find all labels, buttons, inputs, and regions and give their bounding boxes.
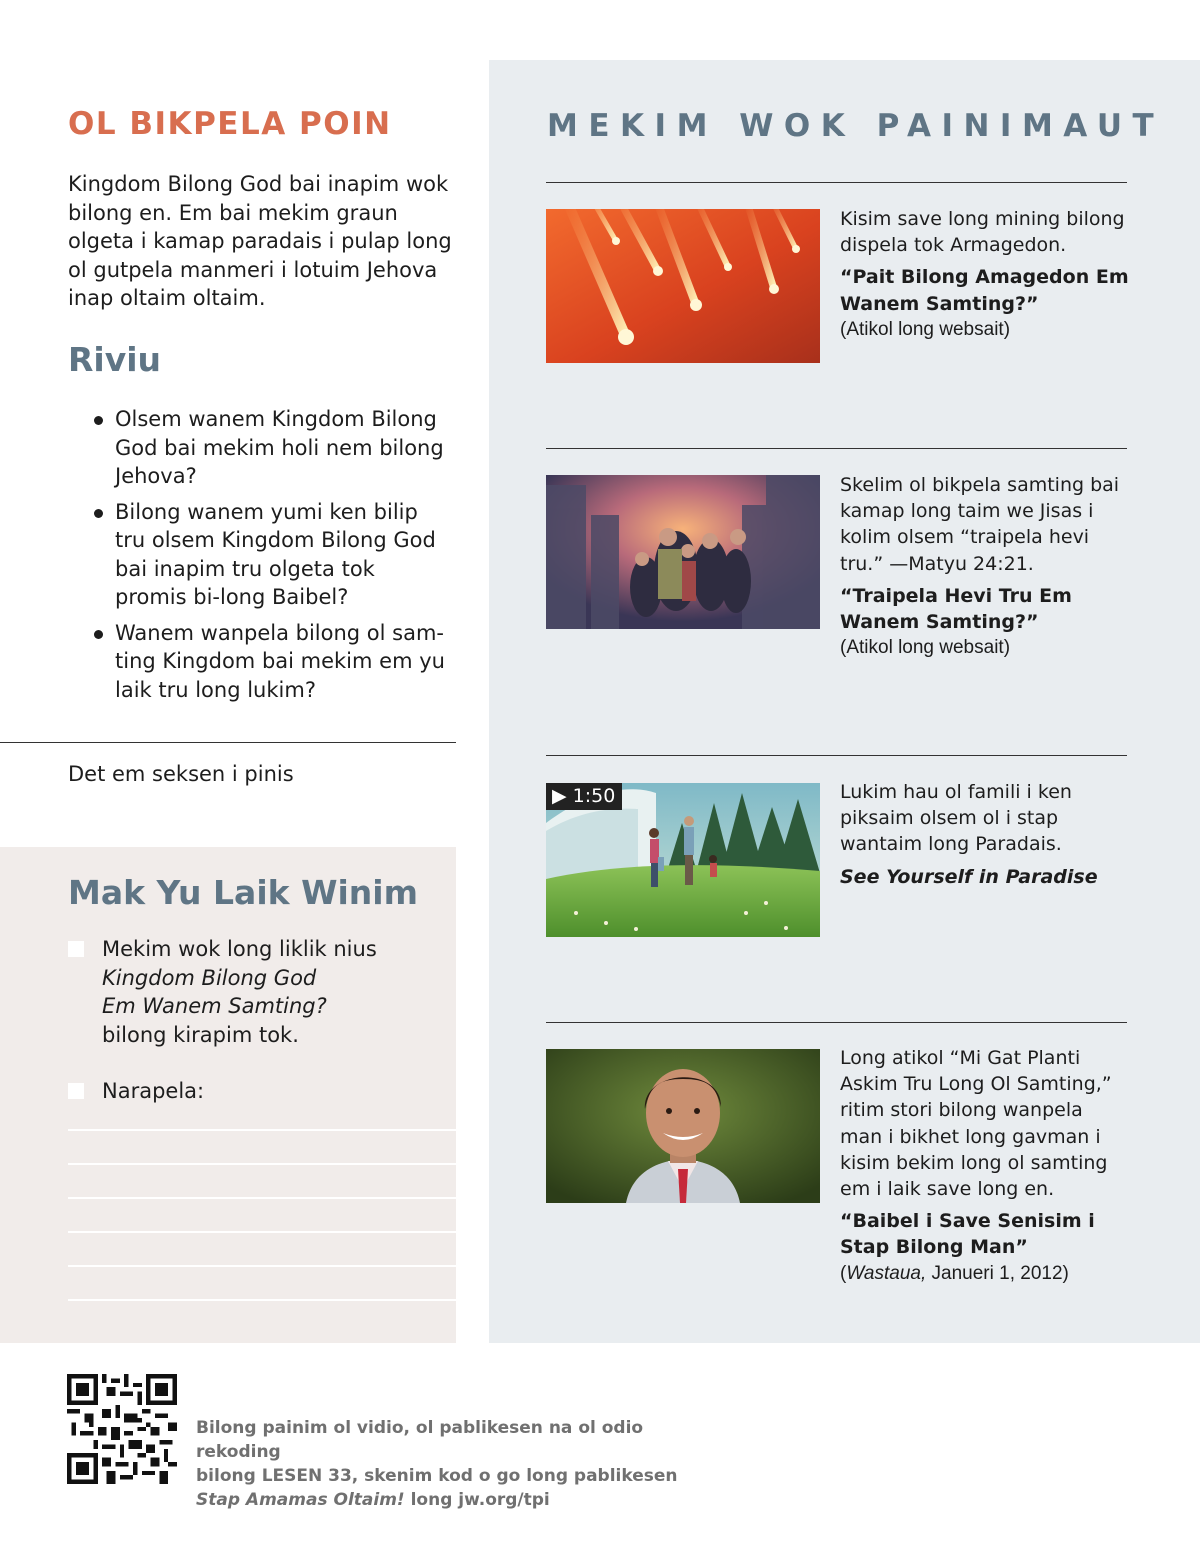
item-description: Long atikol “Mi Gat Planti Askim Tru Long Ol Samting,” ritim stori bilong wanpela man i bikhet long gavman i kisim bekim long ol samting em i laik save long en. xyxy=(840,1047,1112,1201)
research-panel xyxy=(489,60,1200,1343)
divider xyxy=(546,448,1127,449)
meteor-image[interactable] xyxy=(546,209,820,363)
qr-code[interactable] xyxy=(67,1374,177,1484)
write-in-line[interactable] xyxy=(68,1129,456,1131)
divider xyxy=(546,182,1127,183)
item-source: (Wastaua, Janueri 1, 2012) xyxy=(840,1262,1069,1284)
review-question: Olsem wanem Kingdom Bilong God bai mekim holi nem bilong Jehova? xyxy=(90,405,450,491)
goal-text: Mekim wok long liklik nius xyxy=(102,937,377,961)
great-tribulation-image[interactable] xyxy=(546,475,820,629)
footer-note: Bilong painim ol vidio, ol pablikesen na ol odio rekoding bilong LESEN 33, skenim kod o go long pablikesen Stap Amamas Oltaim! long jw.org/tpi xyxy=(196,1418,678,1510)
publication-name: Stap Amamas Oltaim! xyxy=(196,1490,405,1510)
key-points-title: OL BIKPELA POIN xyxy=(68,106,392,142)
key-points-summary: Kingdom Bilong God bai inapim wok bilong en. Em bai mekim graun olgeta i kamap paradais i pulap long ol gutpela manmeri i lotuim Jehova inap oltaim oltaim. xyxy=(68,172,452,310)
item-description: Kisim save long mining bilong dispela tok Armagedon. xyxy=(840,208,1125,257)
item-title-link[interactable]: “Baibel i Save Senisim i Stap Bilong Man” xyxy=(840,1210,1095,1259)
goals-box xyxy=(0,847,456,1343)
item-title-link[interactable]: “Pait Bilong Amagedon Em Wanem Samting?” xyxy=(840,266,1129,315)
research-item xyxy=(840,779,1130,890)
review-question: Bilong wanem yumi ken bilip tru olsem Kingdom Bilong God bai inapim tru olgeta tok promis bi-long Baibel? xyxy=(90,498,450,612)
divider xyxy=(546,1022,1127,1023)
write-in-line[interactable] xyxy=(68,1163,456,1165)
video-duration-badge: ▶ 1:50 xyxy=(546,783,622,810)
tract-title: Em Wanem Samting? xyxy=(102,994,327,1018)
write-in-line[interactable] xyxy=(68,1197,456,1199)
research-item xyxy=(840,1045,1130,1287)
divider xyxy=(546,755,1127,756)
item-source: (Atikol long websait) xyxy=(840,318,1011,340)
review-questions xyxy=(90,405,450,711)
item-title-link[interactable]: “Traipela Hevi Tru Em Wanem Samting?” xyxy=(840,584,1072,634)
man-portrait-image[interactable] xyxy=(546,1049,820,1203)
research-item xyxy=(840,472,1130,661)
goal-text: Narapela: xyxy=(102,1079,205,1103)
research-title: MEKIM WOK PAINIMAUT xyxy=(547,108,1165,144)
publication-name: Wastaua, xyxy=(846,1262,927,1284)
goal-text: bilong kirapim tok. xyxy=(102,1022,299,1047)
goal-checkbox[interactable] xyxy=(68,941,84,957)
review-question: Wanem wanpela bilong ol sam-ting Kingdom bai mekim em yu laik tru long lukim? xyxy=(90,619,450,705)
research-item xyxy=(840,206,1130,343)
write-in-line[interactable] xyxy=(68,1231,456,1233)
divider xyxy=(0,742,456,743)
item-title-link[interactable]: See Yourself in Paradise xyxy=(840,865,1098,888)
tract-title: Kingdom Bilong God xyxy=(102,965,317,990)
write-in-line[interactable] xyxy=(68,1265,456,1267)
item-description: Lukim hau ol famili i ken piksaim olsem ol i stap wantaim long Paradais. xyxy=(840,781,1072,856)
goals-title: Mak Yu Laik Winim xyxy=(68,873,418,912)
write-in-line[interactable] xyxy=(68,1299,456,1301)
goal-checkbox[interactable] xyxy=(68,1083,84,1099)
paradise-video-thumbnail[interactable] xyxy=(546,783,820,937)
review-title: Riviu xyxy=(68,340,162,379)
item-description: Skelim ol bikpela samting bai kamap long taim we Jisas i kolim olsem “traipela hevi tru.” —Matyu 24:21. xyxy=(840,474,1120,575)
item-source: (Atikol long websait) xyxy=(840,637,1011,659)
section-end-note: Det em seksen i pinis xyxy=(68,762,294,786)
